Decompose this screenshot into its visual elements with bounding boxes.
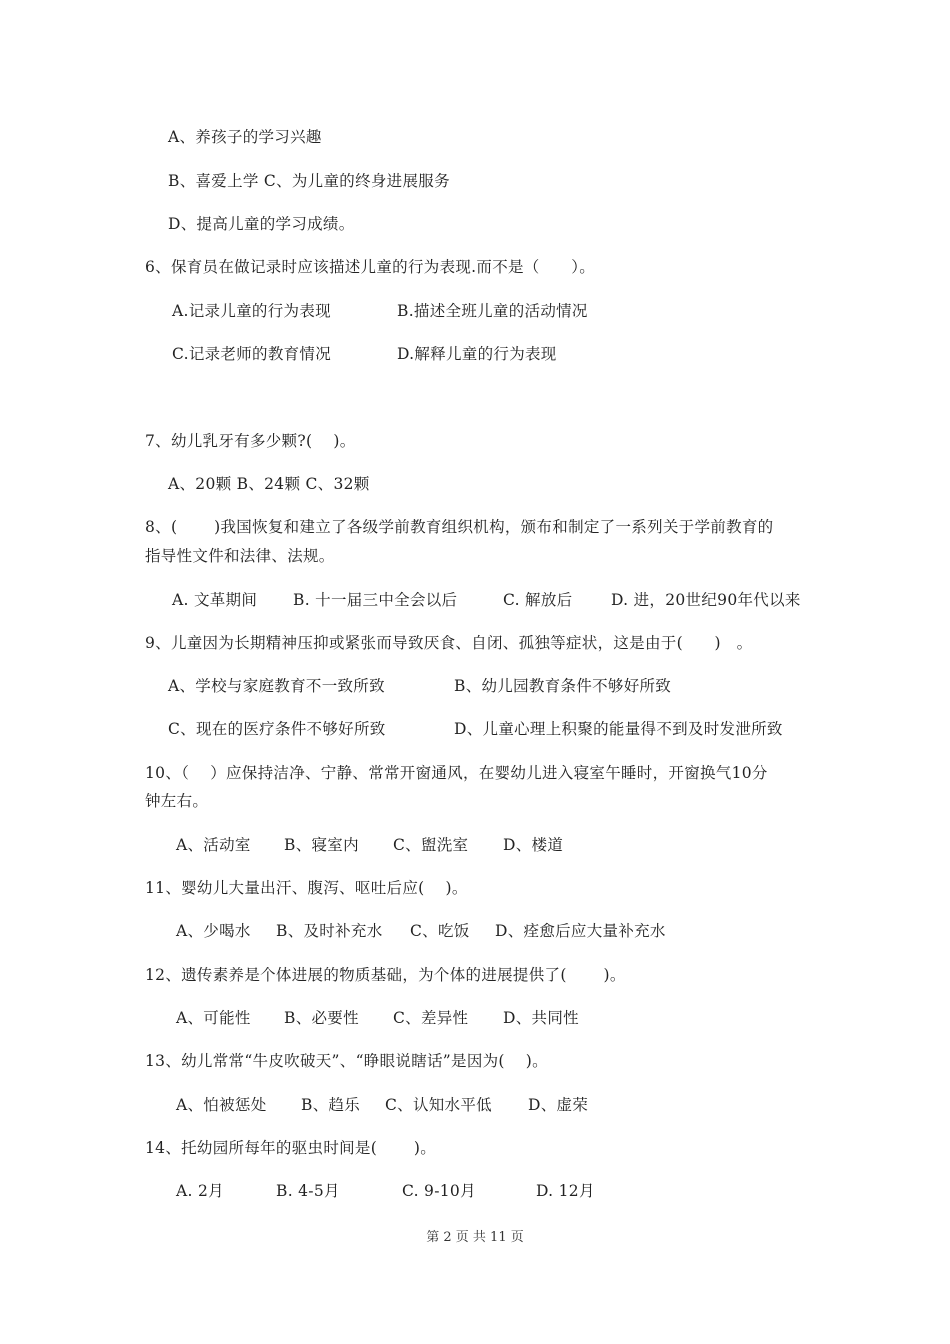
q6-option-b: B.描述全班儿童的活动情况 <box>397 302 588 320</box>
q7-stem: 7、幼儿乳牙有多少颗?( )。 <box>145 432 356 450</box>
q7-options: A、20颗 B、24颗 C、32颗 <box>168 475 370 493</box>
q5-option-b-c: B、喜爱上学 C、为儿童的终身进展服务 <box>168 172 450 190</box>
q10-stem-line2: 钟左右。 <box>145 792 209 810</box>
q14-stem: 14、托幼园所每年的驱虫时间是( )。 <box>145 1139 437 1157</box>
q13-option-b: B、趋乐 <box>301 1096 361 1114</box>
q12-option-d: D、共同性 <box>503 1009 579 1027</box>
q9-option-b: B、幼儿园教育条件不够好所致 <box>454 677 672 695</box>
q6-stem: 6、保育员在做记录时应该描述儿童的行为表现.而不是（ ）。 <box>145 258 596 276</box>
q10-option-b: B、寝室内 <box>284 836 359 854</box>
q9-option-c: C、现在的医疗条件不够好所致 <box>168 720 386 738</box>
q10-option-c: C、盥洗室 <box>393 836 469 854</box>
q13-stem: 13、幼儿常常“牛皮吹破天”、“睁眼说瞎话”是因为( )。 <box>145 1052 548 1070</box>
q12-option-b: B、必要性 <box>284 1009 359 1027</box>
q14-option-d: D. 12月 <box>536 1182 595 1200</box>
q11-option-d: D、痊愈后应大量补充水 <box>495 922 666 940</box>
q9-option-d: D、儿童心理上积聚的能量得不到及时发泄所致 <box>454 720 783 738</box>
q10-option-a: A、活动室 <box>176 836 251 854</box>
q11-option-a: A、少喝水 <box>176 922 251 940</box>
q10-option-d: D、楼道 <box>503 836 564 854</box>
q6-option-c: C.记录老师的教育情况 <box>172 345 332 363</box>
q5-option-a: A、养孩子的学习兴趣 <box>168 128 322 146</box>
q8-stem-line2: 指导性文件和法律、法规。 <box>145 547 335 565</box>
q6-option-d: D.解释儿童的行为表现 <box>397 345 557 363</box>
q12-option-a: A、可能性 <box>176 1009 251 1027</box>
q14-option-a: A. 2月 <box>176 1182 224 1200</box>
q14-option-b: B. 4-5月 <box>276 1182 340 1200</box>
q8-option-c: C. 解放后 <box>503 591 573 609</box>
q5-option-d: D、提高儿童的学习成绩。 <box>168 215 355 233</box>
q9-stem: 9、儿童因为长期精神压抑或紧张而导致厌食、自闭、孤独等症状，这是由于( ) 。 <box>145 634 753 652</box>
q6-option-a: A.记录儿童的行为表现 <box>172 302 331 320</box>
q11-option-b: B、及时补充水 <box>276 922 383 940</box>
q8-stem-line1: 8、( )我国恢复和建立了各级学前教育组织机构，颁布和制定了一系列关于学前教育的 <box>145 518 774 536</box>
q13-option-a: A、怕被惩处 <box>176 1096 267 1114</box>
q10-stem-line1: 10、（ ）应保持洁净、宁静、常常开窗通风，在婴幼儿进入寝室午睡时，开窗换气10分 <box>145 764 768 782</box>
q14-option-c: C. 9-10月 <box>402 1182 476 1200</box>
q13-option-c: C、认知水平低 <box>385 1096 492 1114</box>
q8-option-a: A. 文革期间 <box>172 591 258 609</box>
page-number-footer: 第 2 页 共 11 页 <box>426 1230 524 1245</box>
q8-option-b: B. 十一届三中全会以后 <box>293 591 458 609</box>
q12-stem: 12、遗传素养是个体进展的物质基础，为个体的进展提供了( )。 <box>145 966 626 984</box>
q13-option-d: D、虚荣 <box>528 1096 589 1114</box>
q8-option-d: D. 进，20世纪90年代以来 <box>611 591 801 609</box>
q9-option-a: A、学校与家庭教育不一致所致 <box>168 677 385 695</box>
q12-option-c: C、差异性 <box>393 1009 469 1027</box>
q11-option-c: C、吃饭 <box>410 922 470 940</box>
q11-stem: 11、婴幼儿大量出汗、腹泻、呕吐后应( )。 <box>145 879 468 897</box>
